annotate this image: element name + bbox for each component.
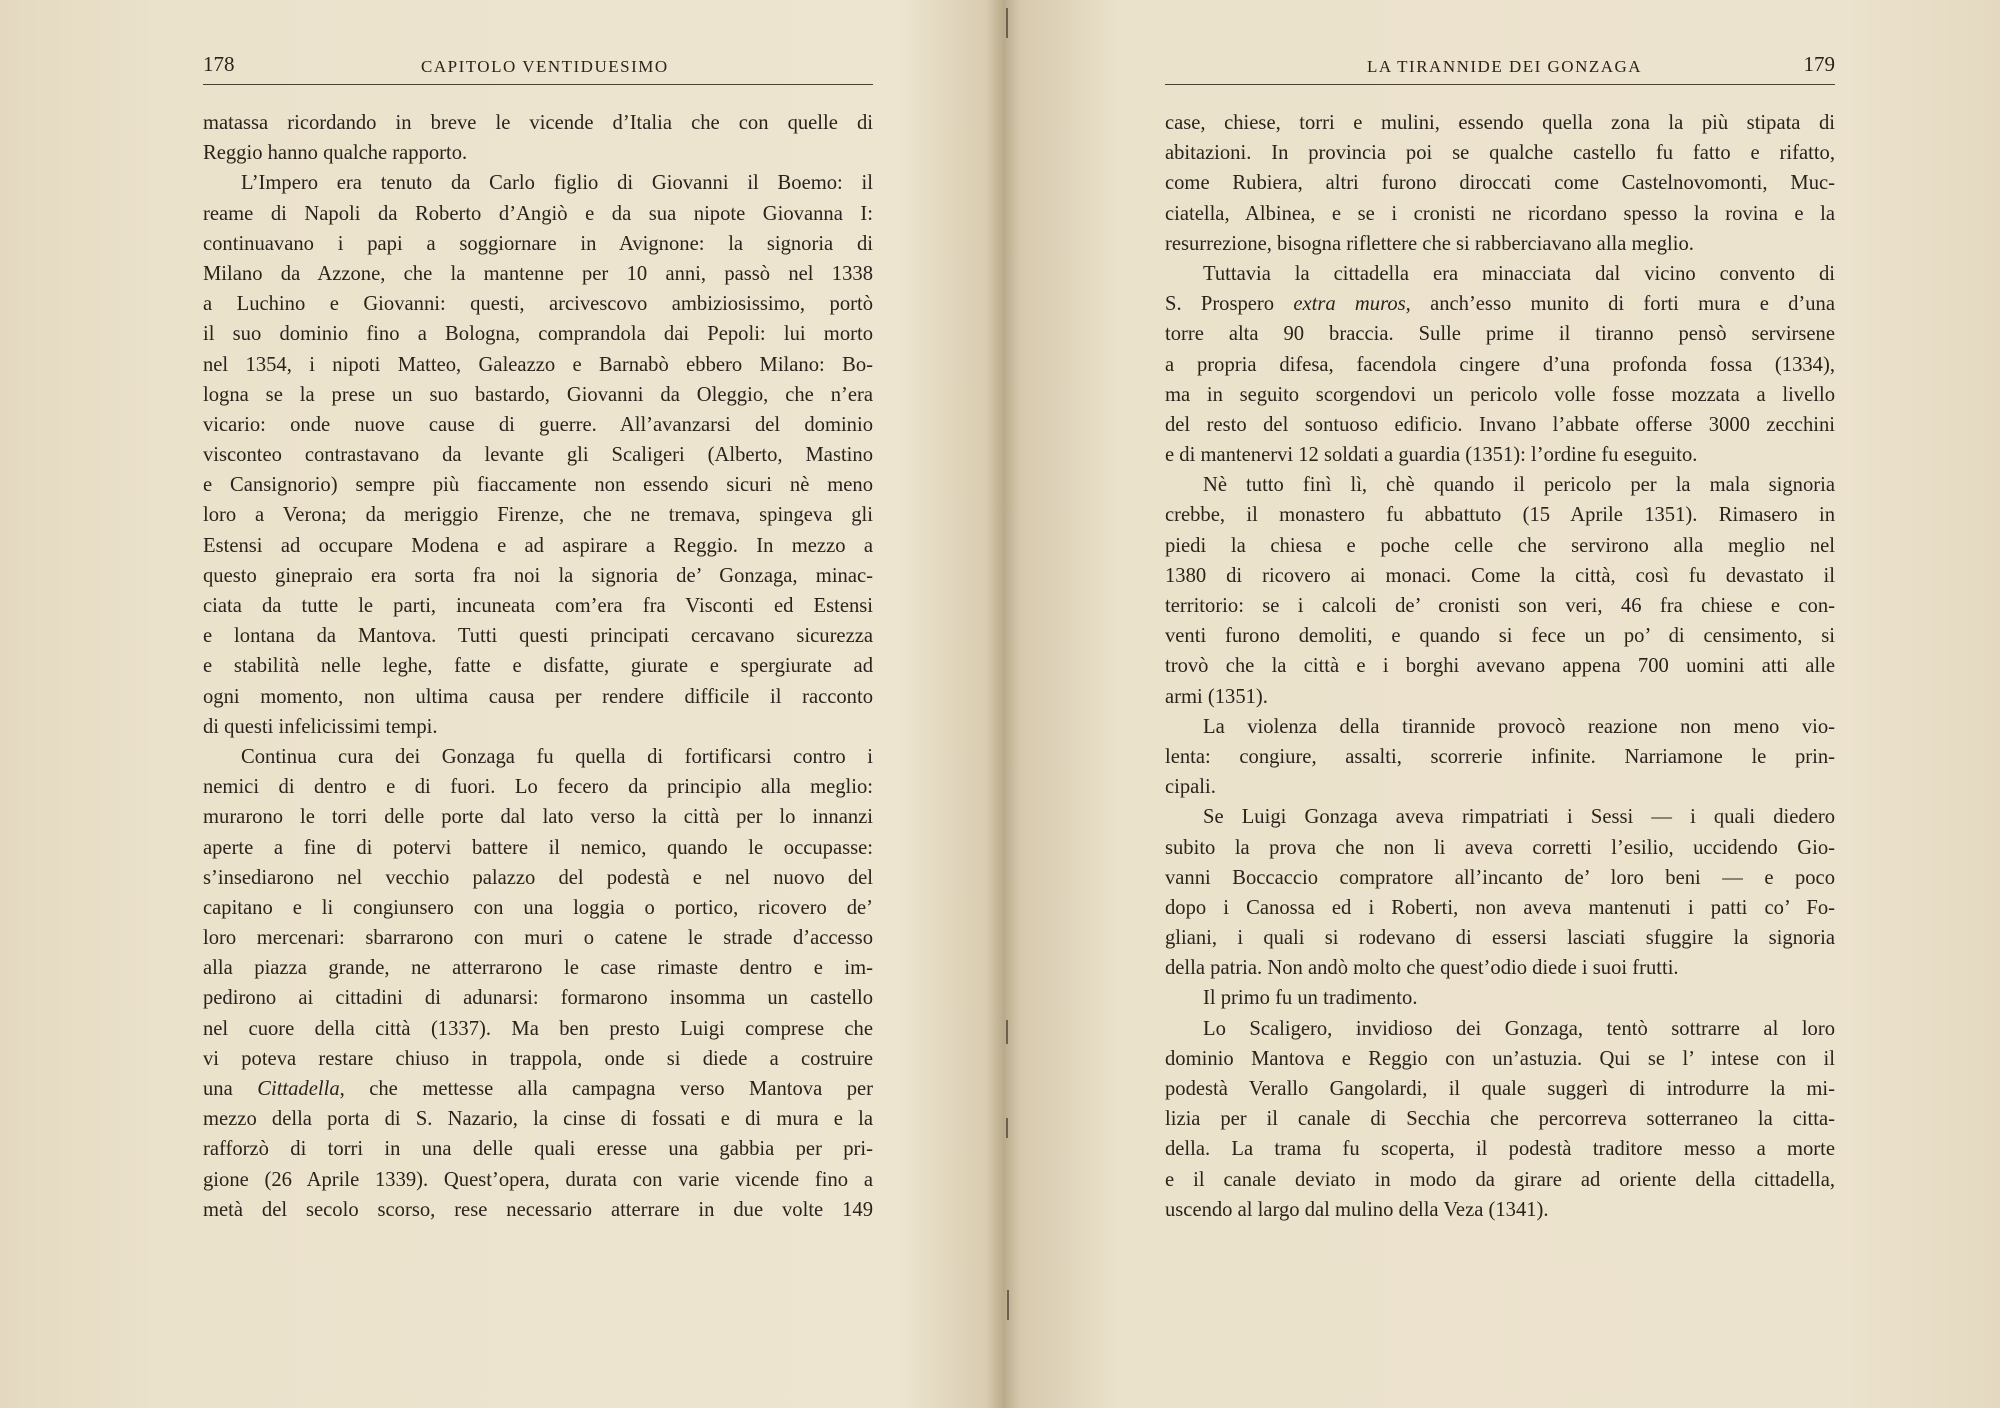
text-line: armi (1351). [1165,685,1268,708]
text-line: piedi la chiesa e poche celle che servirono alla meglio nel [1165,534,1835,557]
text-line: trovò che la città e i borghi avevano appena 700 uomini atti alle [1165,655,1835,678]
text-line: reame di Napoli da Roberto d’Angiò e da sua nipote Giovanna I: [203,202,873,225]
gutter-mark [1006,1118,1008,1138]
text-line: Tuttavia la cittadella era minacciata dal vicino convento di [1203,262,1835,285]
italic-term: Cittadella [257,1078,340,1100]
text-line: cipali. [1165,776,1216,799]
text-line: vanni Boccaccio compratore all’incanto de’ loro beni — e poco [1165,866,1835,889]
text-line: Milano da Azzone, che la mantenne per 10 anni, passò nel 1338 [203,262,873,285]
text-line: nel 1354, i nipoti Matteo, Galeazzo e Barnabò ebbero Milano: Bo- [203,353,873,376]
text-line: Se Luigi Gonzaga aveva rimpatriati i Sessi — i quali diedero [1203,806,1835,829]
gutter-mark [1007,1290,1009,1320]
text-line: logna se la prese un suo bastardo, Giovanni da Oleggio, che n’era [203,383,873,406]
left-page-number: 178 [203,52,235,76]
gutter-mark [1006,1020,1008,1044]
text-line: a Luchino e Giovanni: questi, arcivescovo ambiziosissimo, portò [203,293,873,316]
text-line: dopo i Canossa ed i Roberti, non aveva mantenuti i patti co’ Fo- [1165,896,1835,919]
text-line: visconteo contrastavano da levante gli Scaligeri (Alberto, Mastino [203,444,873,467]
text-line: e di mantenervi 12 soldati a guardia (1351): l’ordine fu eseguito. [1165,444,1698,467]
text-line: Reggio hanno qualche rapporto. [203,142,468,165]
text-line: mezzo della porta di S. Nazario, la cinse di fossati e di mura e la [203,1108,873,1131]
text-line: loro mercenari: sbarrarono con muri o catene le strade d’accesso [203,927,873,950]
text-line: Lo Scaligero, invidioso dei Gonzaga, tentò sottrarre al loro [1203,1017,1835,1040]
text-line [1165,289,1835,319]
text-line: nemici di dentro e di fuori. Lo fecero da principio alla meglio: [203,776,873,799]
text-line: vi poteva restare chiuso in trappola, onde si diede a costruire [203,1047,873,1070]
text-line: crebbe, il monastero fu abbattuto (15 Aprile 1351). Rimasero in [1165,504,1835,527]
text-line: resurrezione, bisogna riflettere che si rabberciavano alla meglio. [1165,232,1694,255]
text-line: e lontana da Mantova. Tutti questi principati cercavano sicurezza [203,625,873,648]
text-run: una [203,1078,258,1100]
text-line: del resto del sontuoso edificio. Invano l’abbate offerse 3000 zecchini [1165,413,1835,436]
right-section-title: LA TIRANNIDE DEI GONZAGA [1367,57,1643,76]
text-line: ciatella, Albinea, e se i cronisti ne ricordano spesso la rovina e la [1165,202,1835,225]
gutter-mark [1006,8,1008,38]
text-line: a propria difesa, facendola cingere d’una profonda fossa (1334), [1165,353,1835,376]
text-line: e stabilità nelle leghe, fatte e disfatte, giurate e spergiurate ad [203,655,873,678]
left-body-text [203,108,873,1225]
right-running-head [1165,52,1835,85]
text-line: case, chiese, torri e mulini, essendo quella zona la più stipata di [1165,112,1835,134]
text-line: territorio: se i calcoli de’ cronisti son veri, 46 fra chiese e con- [1165,595,1835,617]
text-line: Continua cura dei Gonzaga fu quella di fortificarsi contro i [241,745,873,768]
text-line: e il canale deviato in modo da girare ad oriente della cittadella, [1165,1168,1835,1191]
text-line: gliani, i quali si rodevano di essersi lasciati sfuggire la signoria [1165,927,1835,950]
text-line: della. La trama fu scoperta, il podestà traditore messo a morte [1165,1138,1835,1161]
text-line: Estensi ad occupare Modena e ad aspirare a Reggio. In mezzo a [203,534,873,557]
text-line: ogni momento, non ultima causa per rendere difficile il racconto [203,685,873,708]
text-line: La violenza della tirannide provocò reazione non meno vio- [1203,715,1835,738]
text-run: , anch’esso munito di forti mura e d’una [1405,293,1835,316]
text-line: uscendo al largo dal mulino della Veza (1341). [1165,1198,1549,1221]
text-line: e Cansignorio) sempre più fiaccamente non essendo sicuri nè meno [203,474,873,497]
left-chapter-title: CAPITOLO VENTIDUESIMO [421,57,669,76]
right-page-number: 179 [1803,52,1835,76]
text-line: venti furono demoliti, e quando si fece un po’ di censimento, si [1165,625,1835,648]
text-line: di questi infelicissimi tempi. [203,715,438,738]
right-body-text [1165,108,1835,1225]
left-running-head [203,52,873,85]
text-line: abitazioni. In provincia poi se qualche castello fu fatto e rifatto, [1165,142,1835,165]
text-line: questo ginepraio era sorta fra noi la signoria de’ Gonzaga, minac- [203,564,873,587]
text-line: podestà Verallo Gangolardi, il quale suggerì di introdurre la mi- [1165,1078,1835,1100]
text-line: s’insediarono nel vecchio palazzo del podestà e nel nuovo del [203,866,873,889]
text-line: subito la prova che non li aveva corretti l’esilio, uccidendo Gio- [1165,836,1835,859]
italic-term: extra muros [1293,293,1406,316]
text-line: matassa ricordando in breve le vicende d’Italia che con quelle di [203,112,873,134]
text-line: murarono le torri delle porte dal lato verso la città per lo innanzi [203,806,873,829]
text-line: loro a Verona; da meriggio Firenze, che ne tremava, spingeva gli [203,504,873,527]
text-line: gione (26 Aprile 1339). Quest’opera, durata con varie vicende fino a [203,1168,873,1191]
text-line: metà del secolo scorso, rese necessario atterrare in due volte 149 [203,1198,873,1221]
text-line: il suo dominio fino a Bologna, comprandola dai Pepoli: lui morto [203,323,873,346]
text-line: nel cuore della città (1337). Ma ben presto Luigi comprese che [203,1017,873,1040]
text-line: pedirono ai cittadini di adunarsi: formarono insomma un castello [203,987,873,1010]
text-line: continuavano i papi a soggiornare in Avignone: la signoria di [203,232,873,255]
text-line: L’Impero era tenuto da Carlo figlio di Giovanni il Boemo: il [241,172,873,195]
text-line: 1380 di ricovero ai monaci. Come la città, così fu devastato il [1165,564,1835,587]
text-line: dominio Mantova e Reggio con un’astuzia. Qui se l’ intese con il [1165,1047,1835,1070]
text-line: rafforzò di torri in una delle quali eresse una gabbia per pri- [203,1138,873,1161]
text-line: vicario: onde nuove cause di guerre. All’avanzarsi del dominio [203,413,873,436]
text-line: ma in seguito scorgendovi un pericolo volle fosse mozzata a livello [1165,383,1835,406]
text-line: Il primo fu un tradimento. [1203,987,1418,1010]
text-line: come Rubiera, altri furono diroccati come Castelnovomonti, Muc- [1165,172,1835,195]
text-line [203,1074,873,1104]
text-line: della patria. Non andò molto che quest’odio diede i suoi frutti. [1165,957,1679,980]
text-line: capitano e li congiunsero con una loggia o portico, ricovero de’ [203,896,873,919]
text-line: torre alta 90 braccia. Sulle prime il tiranno pensò servirsene [1165,323,1835,346]
text-line: lizia per il canale di Secchia che percorreva sotterraneo la citta- [1165,1108,1835,1131]
text-line: alla piazza grande, ne atterrarono le case rimaste dentro e im- [203,957,873,980]
text-line: lenta: congiure, assalti, scorrerie infinite. Narriamone le prin- [1165,745,1835,768]
text-run: , che mettesse alla campagna verso Mantova per [339,1078,873,1100]
text-run: S. Prospero [1165,293,1294,316]
text-line: Nè tutto finì lì, chè quando il pericolo per la mala signoria [1203,474,1835,497]
text-line: aperte a fine di potervi battere il nemico, quando le occupasse: [203,836,873,859]
text-line: ciata da tutte le parti, incuneata com’era fra Visconti ed Estensi [203,595,873,617]
